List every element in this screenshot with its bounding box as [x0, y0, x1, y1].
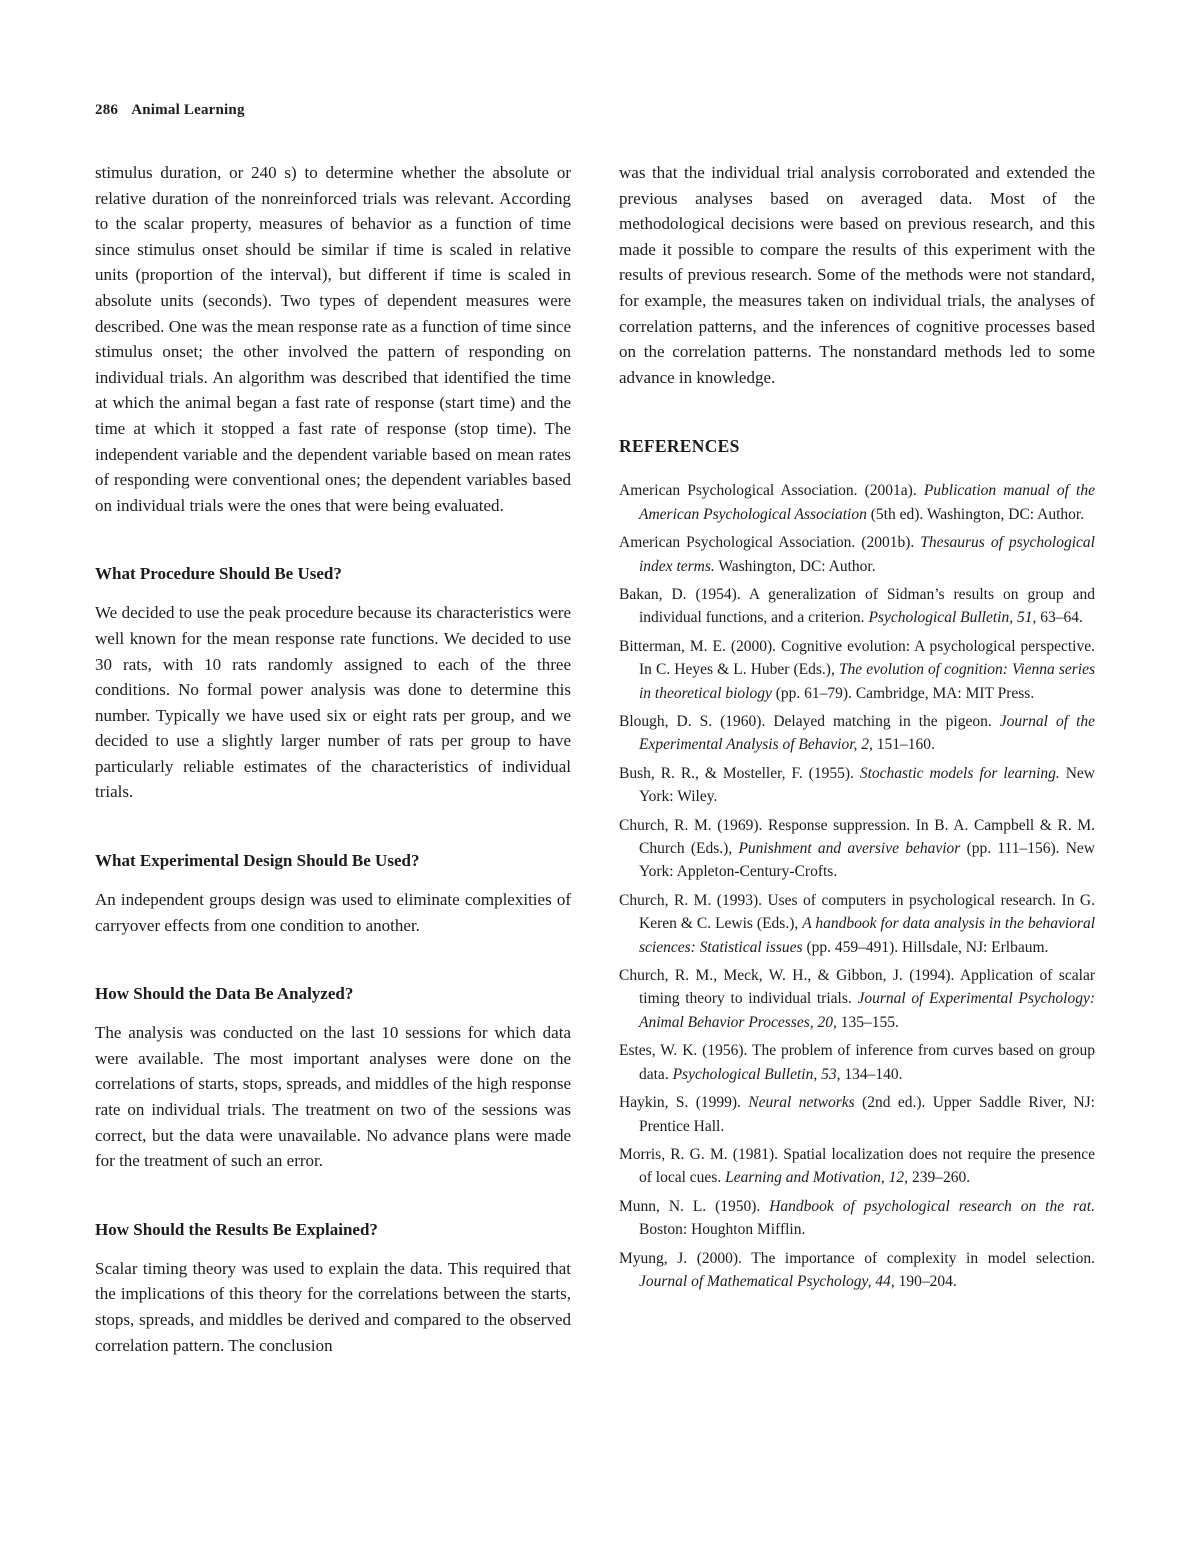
reference-item: Bitterman, M. E. (2000). Cognitive evolution: A psychological perspective. In C. Heyes & L. Huber (Eds.), The evolution of cognition: Vienna series in theoretical biology (pp. 61–79). Cambridge, MA: MIT Press.	[619, 637, 1095, 702]
page-number: 286	[95, 102, 119, 118]
reference-item: Bush, R. R., & Mosteller, F. (1955). Stochastic models for learning. New York: Wiley.	[619, 764, 1095, 806]
reference-item: Morris, R. G. M. (1981). Spatial localization does not require the presence of local cues. Learning and Motivation, 12, 239–260.	[619, 1145, 1095, 1187]
reference-item: American Psychological Association. (2001a). Publication manual of the American Psychological Association (5th ed). Washington, DC: Author.	[619, 482, 1095, 523]
references-heading: REFERENCES	[619, 436, 740, 457]
section-text-explanation: Scalar timing theory was used to explain the data. This required that the implications of this theory for the correlations between the starts, stops, spreads, and middles be derived and compared to the observed correlation pattern. The conclusion	[95, 1258, 571, 1355]
reference-item: Bakan, D. (1954). A generalization of Sidman’s results on group and individual functions, and a criterion. Psychological Bulletin, 51, 63–64.	[619, 585, 1095, 627]
continuation-paragraph: was that the individual trial analysis corroborated and extended the previous analyses based on averaged data. Most of the methodological decisions were based on previous research, and this made it possible to compare the results of this experiment with the results of previous research. Some of the methods were not standard, for example, the measures taken on individual trials, the analyses of correlation patterns, and the inferences of cognitive processes based on the correlation patterns. The nonstandard methods led to some advance in knowledge.	[619, 163, 1095, 387]
reference-item: Church, R. M. (1993). Uses of computers in psychological research. In G. Keren & C. Lewis (Eds.), A handbook for data analysis in the behavioral sciences: Statistical issues (pp. 459–491). Hillsdale, NJ: Erlbaum.	[619, 891, 1095, 956]
running-head	[95, 102, 245, 119]
left-column	[95, 160, 571, 1358]
reference-item: Haykin, S. (1999). Neural networks (2nd ed.). Upper Saddle River, NJ: Prentice Hall.	[619, 1094, 1095, 1135]
reference-item: Church, R. M. (1969). Response suppression. In B. A. Campbell & R. M. Church (Eds.), Punishment and aversive behavior (pp. 111–156). New York: Appleton-Century-Crofts.	[619, 816, 1095, 881]
section-heading-procedure: What Procedure Should Be Used?	[95, 564, 342, 584]
section-heading-analysis: How Should the Data Be Analyzed?	[95, 984, 354, 1004]
section-heading-explanation: How Should the Results Be Explained?	[95, 1219, 378, 1239]
section-text-analysis: The analysis was conducted on the last 10 sessions for which data were available. The most important analyses were done on the correlations of starts, stops, spreads, and middles of the high response rate on individual trials. The treatment on two of the sessions was correct, but the data were unavailable. No advance plans were made for the treatment of such an error.	[95, 1023, 571, 1171]
running-head-title: Animal Learning	[131, 102, 245, 118]
reference-list	[619, 479, 1095, 1293]
reference-item: Estes, W. K. (1956). The problem of inference from curves based on group data. Psychological Bulletin, 53, 134–140.	[619, 1042, 1095, 1083]
section-text-procedure: We decided to use the peak procedure because its characteristics were well known for the mean response rate functions. We decided to use 30 rats, with 10 rats randomly assigned to each of the three conditions. No formal power analysis was done to determine this number. Typically we have used six or eight rats per group, and we decided to use a slightly larger number of rats per group to have particularly reliable estimates of the characteristics of individual trials.	[95, 603, 571, 802]
reference-item: Munn, N. L. (1950). Handbook of psychological research on the rat. Boston: Houghton Mifflin.	[619, 1197, 1095, 1239]
right-column	[619, 160, 1095, 1298]
reference-item: Blough, D. S. (1960). Delayed matching in the pigeon. Journal of the Experimental Analysis of Behavior, 2, 151–160.	[619, 713, 1095, 754]
reference-item: American Psychological Association. (2001b). Thesaurus of psychological index terms. Washington, DC: Author.	[619, 534, 1095, 575]
reference-item: Myung, J. (2000). The importance of complexity in model selection. Journal of Mathematical Psychology, 44, 190–204.	[619, 1249, 1095, 1290]
reference-item: Church, R. M., Meck, W. H., & Gibbon, J. (1994). Application of scalar timing theory to individual trials. Journal of Experimental Psychology: Animal Behavior Processes, 20, 135–155.	[619, 967, 1095, 1031]
section-heading-design: What Experimental Design Should Be Used?	[95, 851, 420, 871]
intro-paragraph: stimulus duration, or 240 s) to determine whether the absolute or relative duration of the nonreinforced trials was relevant. According to the scalar property, measures of behavior as a function of time since stimulus onset should be similar if time is scaled in relative units (proportion of the interval), but different if time is scaled in absolute units (seconds). Two types of dependent measures were described. One was the mean response rate as a function of time since stimulus onset; the other involved the pattern of responding on individual trials. An algorithm was described that identified the time at which the animal began a fast rate of response (start time) and the time at which it stopped a fast rate of response (stop time). The independent variable and the dependent variable based on mean rates of responding were conventional ones; the dependent variables based on individual trials were the ones that were being evaluated.	[95, 163, 571, 515]
section-text-design: An independent groups design was used to eliminate complexities of carryover effects from one condition to another.	[95, 890, 571, 935]
